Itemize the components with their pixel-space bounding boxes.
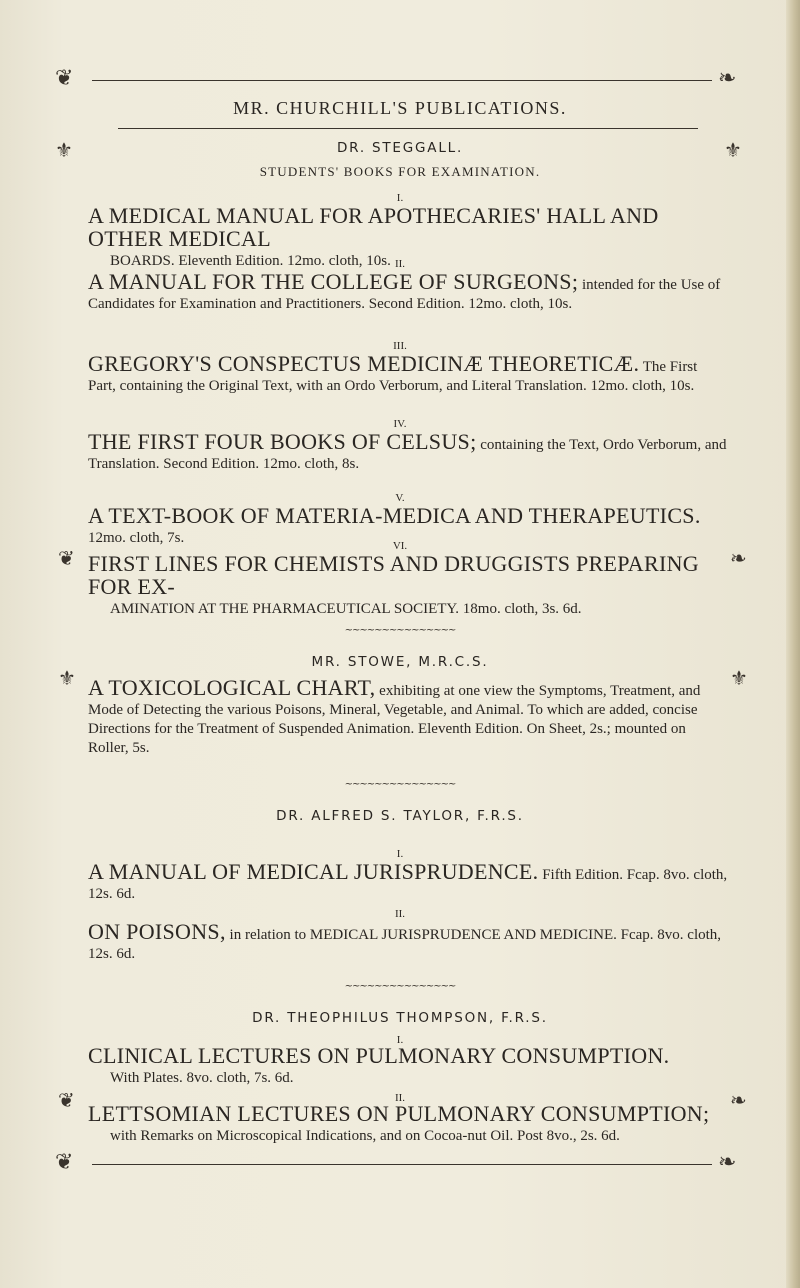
leaf-ornament-icon: ❦	[58, 546, 75, 570]
book-details: with Remarks on Microscopical Indications, and on Cocoa-nut Oil. Post 8vo., 2s. 6d.	[110, 1128, 620, 1144]
book-title: A MANUAL FOR THE COLLEGE OF SURGEONS;	[88, 269, 579, 294]
author-heading: DR. ALFRED S. TAYLOR, F.R.S.	[276, 808, 524, 824]
section-divider: ~~~~~~~~~~~~~~~	[344, 625, 456, 636]
fleuron-icon: ⚜	[730, 666, 748, 690]
book-entry	[88, 859, 728, 904]
section-subhead: STUDENTS' BOOKS FOR EXAMINATION.	[259, 164, 541, 179]
leaf-ornament-icon: ❧	[718, 66, 737, 91]
entry-number: II.	[394, 1092, 406, 1104]
author-heading: MR. STOWE, M.R.C.S.	[311, 654, 489, 670]
section-divider: ~~~~~~~~~~~~~~~	[344, 779, 456, 790]
book-entry	[88, 551, 728, 619]
fleuron-icon: ⚜	[55, 138, 73, 162]
author-heading: DR. THEOPHILUS THOMPSON, F.R.S.	[252, 1010, 548, 1026]
book-title: A TEXT-BOOK OF MATERIA-MEDICA AND THERAPEUTICS.	[88, 503, 701, 528]
leaf-ornament-icon: ❧	[730, 546, 747, 570]
book-title: CLINICAL LECTURES ON PULMONARY CONSUMPTION.	[88, 1043, 670, 1068]
leaf-ornament-icon: ❧	[718, 1150, 737, 1175]
author-heading: DR. STEGGALL.	[336, 140, 464, 156]
book-entry	[88, 351, 728, 396]
book-details: Fifth Edition. Fcap. 8vo. cloth, 12s. 6d.	[88, 867, 728, 902]
top-rule	[92, 80, 712, 81]
entry-number: IV.	[393, 418, 407, 430]
book-details: The First Part, containing the Original Text, with an Ordo Verborum, and Literal Translation. 12mo. cloth, 10s.	[88, 359, 698, 394]
entry-number: III.	[393, 340, 407, 352]
book-details: exhibiting at one view the Symptoms, Treatment, and Mode of Detecting the various Poisons, Mineral, Vegetable, and Animal. To which are added, concise Directions for the Treatment of Suspended Animation. Eleventh Edition. On Sheet, 2s.; mounted on Roller, 5s.	[88, 683, 701, 756]
entry-number: I.	[396, 192, 404, 204]
bottom-rule	[92, 1164, 712, 1165]
book-title: LETTSOMIAN LECTURES ON PULMONARY CONSUMPTION;	[88, 1101, 710, 1126]
book-entry	[88, 429, 728, 474]
entry-number: V.	[395, 492, 405, 504]
book-title: FIRST LINES FOR CHEMISTS AND DRUGGISTS PREPARING FOR EX-	[88, 551, 699, 599]
book-title: THE FIRST FOUR BOOKS OF CELSUS;	[88, 429, 477, 454]
entry-number: II.	[394, 908, 406, 920]
leaf-ornament-icon: ❦	[55, 1150, 74, 1175]
leaf-ornament-icon: ❧	[730, 1088, 747, 1112]
section-divider: ~~~~~~~~~~~~~~~	[344, 981, 456, 992]
book-title: GREGORY'S CONSPECTUS MEDICINÆ THEORETICÆ.	[88, 351, 640, 376]
leaf-ornament-icon: ❦	[55, 66, 74, 91]
fleuron-icon: ⚜	[58, 666, 76, 690]
book-details: BOARDS. Eleventh Edition. 12mo. cloth, 10s.	[110, 253, 391, 269]
book-title: ON POISONS,	[88, 919, 226, 944]
book-details: intended for the Use of Candidates for Examination and Practitioners. Second Edition. 12mo. cloth, 10s.	[88, 277, 721, 312]
book-entry	[88, 919, 728, 964]
entry-number: I.	[396, 1034, 404, 1046]
leaf-ornament-icon: ❦	[58, 1088, 75, 1112]
entry-number: VI.	[392, 540, 408, 552]
book-details: With Plates. 8vo. cloth, 7s. 6d.	[110, 1070, 294, 1086]
sub-rule	[118, 128, 698, 129]
book-title: A MEDICAL MANUAL FOR APOTHECARIES' HALL AND OTHER MEDICAL	[88, 203, 659, 251]
book-details: AMINATION AT THE PHARMACEUTICAL SOCIETY. 18mo. cloth, 3s. 6d.	[110, 601, 582, 617]
book-details: containing the Text, Ordo Verborum, and Translation. Second Edition. 12mo. cloth, 8s.	[88, 437, 727, 472]
running-head: MR. CHURCHILL'S PUBLICATIONS.	[233, 98, 567, 118]
book-entry	[88, 1101, 728, 1146]
entry-number: I.	[396, 848, 404, 860]
book-title: A MANUAL OF MEDICAL JURISPRUDENCE.	[88, 859, 539, 884]
book-details: 12mo. cloth, 7s.	[88, 530, 185, 546]
book-entry	[88, 269, 728, 314]
entry-number: II.	[394, 258, 406, 270]
book-entry	[88, 675, 728, 758]
fleuron-icon: ⚜	[724, 138, 742, 162]
book-title: A TOXICOLOGICAL CHART,	[88, 675, 376, 700]
book-entry	[88, 1043, 728, 1088]
book-details: in relation to MEDICAL JURISPRUDENCE AND MEDICINE. Fcap. 8vo. cloth, 12s. 6d.	[88, 927, 722, 962]
